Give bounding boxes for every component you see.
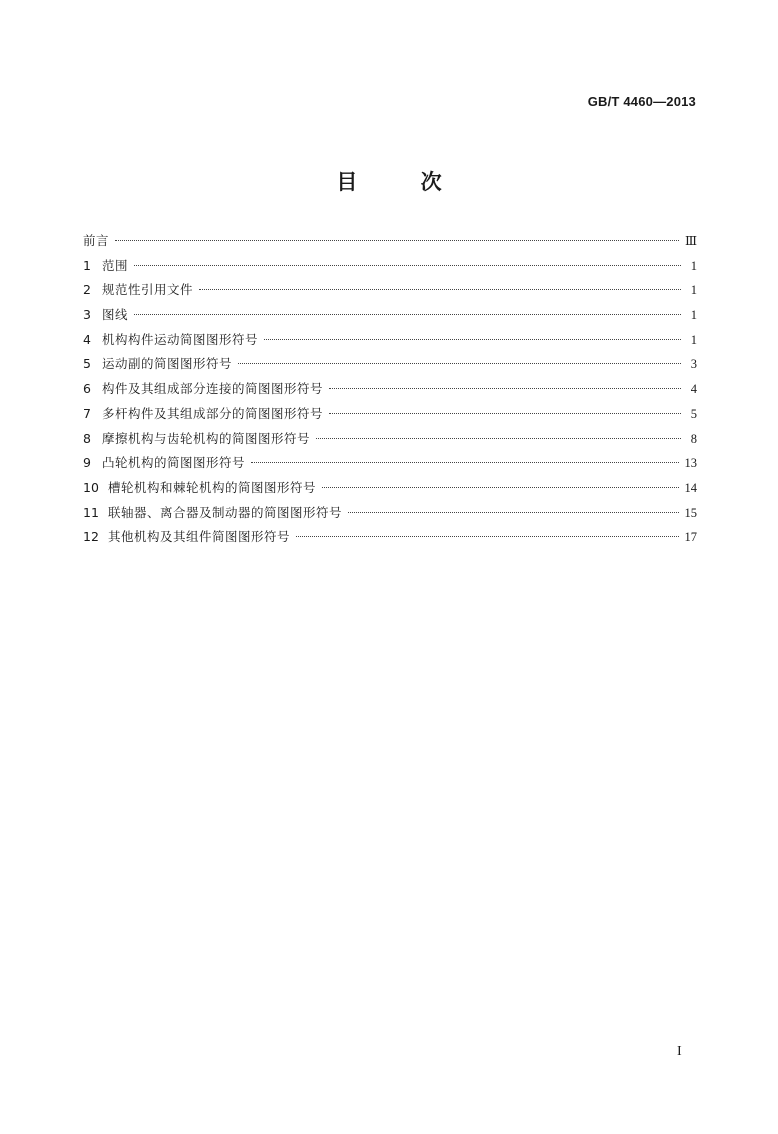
- toc-leader-dots: [348, 512, 678, 513]
- toc-entry-page: 1: [690, 308, 697, 323]
- toc-leader-dots: [316, 438, 681, 439]
- toc-entry[interactable]: [83, 256, 697, 281]
- toc-entry-page: Ⅲ: [684, 234, 697, 248]
- toc-entry[interactable]: [83, 503, 697, 528]
- page-number: I: [677, 1044, 682, 1059]
- toc-entry-number: 4: [83, 331, 91, 347]
- toc-leader-dots: [264, 339, 681, 340]
- toc-entry-number: 1: [83, 257, 91, 273]
- toc-entry[interactable]: [83, 379, 697, 404]
- toc-entry[interactable]: [83, 404, 697, 429]
- toc-entry-title: 前言: [83, 233, 110, 248]
- toc-leader-dots: [134, 265, 681, 266]
- toc-entry[interactable]: [83, 280, 697, 305]
- toc-entry-number: 7: [83, 405, 91, 421]
- standard-code: GB/T 4460—2013: [587, 94, 696, 109]
- toc-leader-dots: [251, 462, 678, 463]
- toc-leader-dots: [238, 363, 681, 364]
- toc-leader-dots: [329, 413, 681, 414]
- toc-entry-title: 图线: [102, 307, 129, 323]
- toc-leader-dots: [115, 240, 679, 241]
- toc-entry[interactable]: [83, 453, 697, 478]
- toc-entry[interactable]: [83, 354, 697, 379]
- toc-entry-number: 12: [83, 529, 99, 545]
- toc-entry-title: 凸轮机构的简图图形符号: [102, 455, 246, 471]
- toc-entry-number: 11: [83, 504, 99, 520]
- toc-leader-dots: [199, 289, 681, 290]
- toc-entry-page: 17: [684, 530, 697, 545]
- toc-entry-number: 2: [83, 282, 91, 298]
- toc-entry-page: 1: [690, 283, 697, 298]
- toc-entry-title: 机构构件运动简图图形符号: [102, 331, 259, 347]
- toc-entry-number: 8: [83, 430, 91, 446]
- toc-entry-page: 4: [690, 382, 697, 397]
- toc-entry-page: 15: [684, 505, 697, 520]
- page-title: 目 次: [336, 170, 470, 194]
- toc-entry[interactable]: [83, 429, 697, 454]
- toc-entry-page: 8: [690, 431, 697, 446]
- toc-entry-page: 1: [690, 332, 697, 347]
- toc-entry-title: 其他机构及其组件简图图形符号: [108, 529, 291, 545]
- table-of-contents: [83, 231, 697, 552]
- toc-entry[interactable]: [83, 527, 697, 552]
- toc-entry-title: 摩擦机构与齿轮机构的简图图形符号: [102, 430, 311, 446]
- toc-entry-page: 14: [684, 480, 697, 495]
- toc-entry-number: 9: [83, 455, 91, 471]
- toc-leader-dots: [296, 536, 678, 537]
- toc-entry-title: 槽轮机构和棘轮机构的简图图形符号: [108, 479, 317, 495]
- toc-entry-title: 构件及其组成部分连接的简图图形符号: [102, 381, 324, 397]
- toc-entry-title: 范围: [102, 257, 129, 273]
- toc-entry-title: 规范性引用文件: [102, 282, 194, 298]
- toc-entry-number: 6: [83, 381, 91, 397]
- toc-leader-dots: [322, 487, 678, 488]
- toc-entry-number: 5: [83, 356, 91, 372]
- toc-entry-number: 10: [83, 479, 99, 495]
- toc-entry-page: 1: [690, 258, 697, 273]
- toc-entry-title: 多杆构件及其组成部分的简图图形符号: [102, 405, 324, 421]
- toc-leader-dots: [134, 314, 681, 315]
- toc-entry-title: 运动副的简图图形符号: [102, 356, 233, 372]
- toc-entry-page: 13: [684, 456, 697, 471]
- toc-entry-number: 3: [83, 307, 91, 323]
- toc-entry[interactable]: [83, 330, 697, 355]
- toc-entry[interactable]: [83, 478, 697, 503]
- toc-entry[interactable]: [83, 305, 697, 330]
- toc-entry-page: 5: [690, 406, 697, 421]
- toc-leader-dots: [329, 388, 681, 389]
- toc-entry-page: 3: [690, 357, 697, 372]
- toc-entry-title: 联轴器、离合器及制动器的简图图形符号: [108, 504, 343, 520]
- toc-entry-foreword[interactable]: [83, 231, 697, 256]
